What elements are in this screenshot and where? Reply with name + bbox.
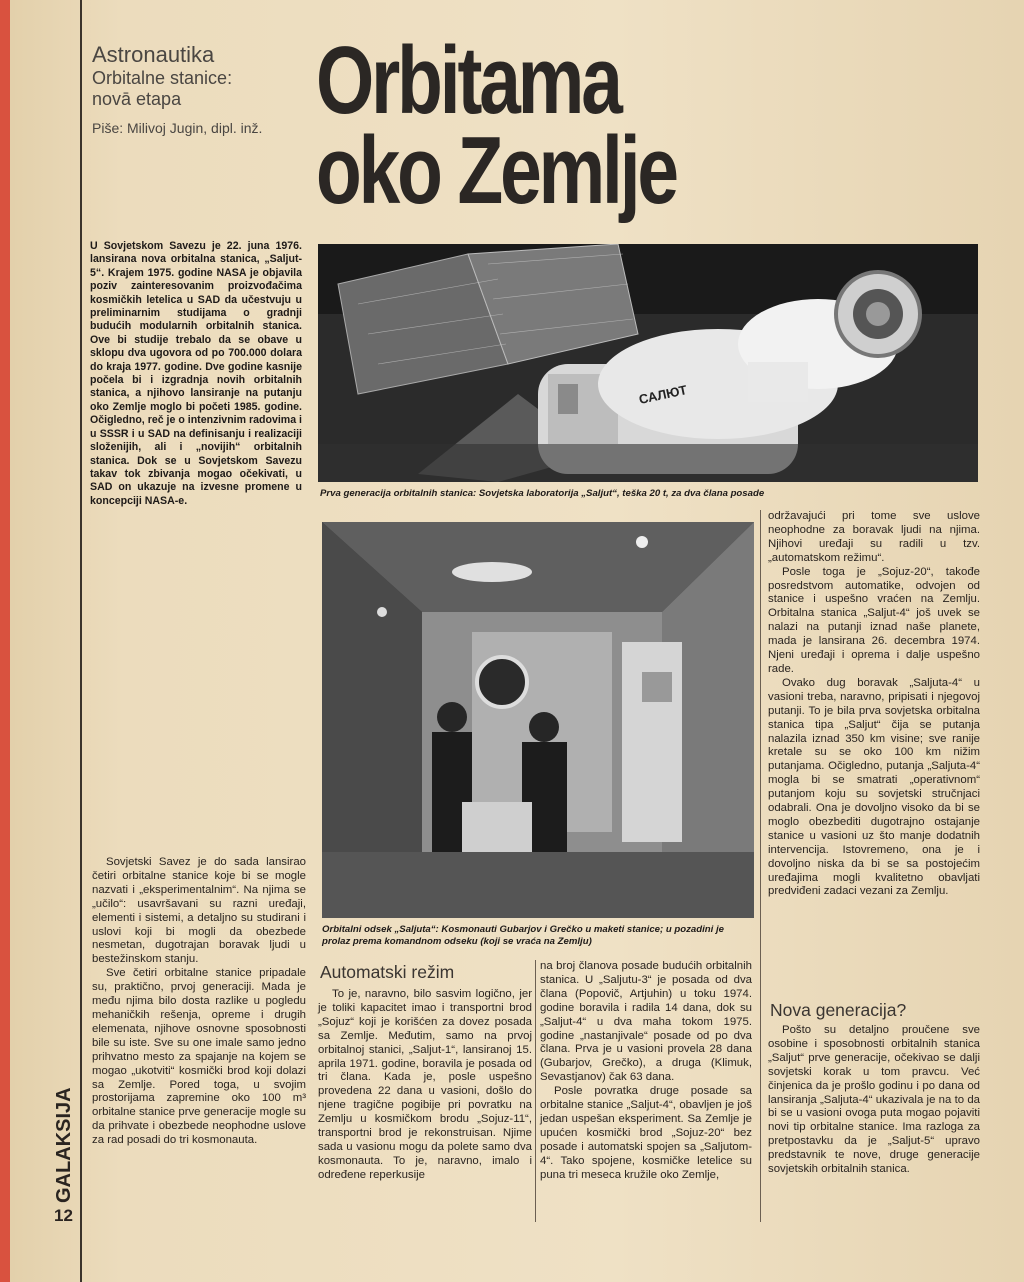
article-title bbox=[316, 27, 846, 224]
title-line-2: oko Zemlje bbox=[316, 117, 676, 224]
col4-paragraph: Posle toga je „Sojuz-20“, takođe posredstvom automatike, odvojen od stanice i uspešno vraćen na Zemlju. Orbitalna stanica „Saljut-4“ još uvek se nalazi na putanji iznad naše planete, mada je lansirana 26. decembra 1974. Njeni uređaji i oprema i dalje uspešno rade. bbox=[768, 565, 980, 675]
photo2-caption: Orbitalni odsek „Saljuta“: Kosmonauti Gubarjov i Grečko u maketi stanice; u pozadini je prolaz prema komandnom odseku (koji se vraća na Zemlju) bbox=[322, 924, 724, 947]
body-column-4 bbox=[768, 510, 980, 899]
column-divider bbox=[535, 960, 536, 1222]
salyut-interior-photo bbox=[322, 522, 754, 918]
col1-paragraph: Sovjetski Savez je do sada lansirao četiri orbitalne stanice koje bi se mogle nazvati i „eksperimentalnim“. Na njima se „učilo“: usavršavani su razni uređaji, elementi i sistemi, a detaljno su studirani i uslovi koji bi mogli da obezbede nesmetan, dugotrajan boravak ljudi u bestežinskom stanju. bbox=[92, 856, 306, 966]
left-margin-rule bbox=[80, 0, 82, 1282]
photo1-caption: Prva generacija orbitalnih stanica: Sovjetska laboratorija „Saljut“, teška 20 t, za dva člana posade bbox=[320, 488, 765, 499]
salyut-hull-lettering: САЛЮТ bbox=[637, 382, 689, 407]
col1-paragraph: Sve četiri orbitalne stanice pripadale su, praktično, prvoj generaciji. Mada je među njima bilo dosta razlike u pogledu mehaničkih rešenja, opreme i drugih elemenata, njihove osnovne sposobnosti bile su iste. Sve su one imale samo jedno prihvatno mesto za spajanje na kojem se mogao „ukotviti“ kosmički brod koji dolazi sa Zemlje. Pored toga, u svojim prostorijama zapremine oko 100 m³ orbitalne stanice prve generacije mogle su da prihvate i obezbede neophodne uslove za rad posadi do tri kosmonauta. bbox=[92, 967, 306, 1147]
column-divider bbox=[760, 510, 761, 1222]
subtitle-line-2: novā etapa bbox=[92, 89, 182, 109]
body-column-2 bbox=[318, 988, 532, 1183]
subtitle-line-1: Orbitalne stanice: bbox=[92, 68, 233, 88]
col4-paragraph: Ovako dug boravak „Saljuta-4“ u vasioni treba, naravno, pripisati i njegovoj putanji. To je bila prva sovjetska orbitalna stanica tipa „Saljut“ čija se putanja nalazila iznad 350 km visine; sve ranije kretale su se oko 100 km nižim putanjama. Očigledno, putanja „Saljuta-4“ mogla bi se smatrati „operativnom“ putanjom koju su sovjetski stručnjaci odabrali. Ona je dovoljno visoko da bi se moglo obezbediti dugotrajno ostajanje stanice u vasioni uz što manje dodatnih intervencija. Istovremeno, ona je i dovoljno niska da bi se sa postojećim uređajima mogli kvalitetno obavljati predviđeni zadaci vezani za Zemlju. bbox=[768, 676, 980, 898]
body-column-3 bbox=[540, 960, 752, 1183]
author-line: Piše: Milivoj Jugin, dipl. inž. bbox=[92, 120, 263, 136]
intro-paragraph: U Sovjetskom Savezu je 22. juna 1976. lansirana nova orbitalna stanica, „Saljut-5“. Krajem 1975. godine NASA je objavila poziv zainteresovanim proizvođačima kosmičkih letelica u SAD da učestvuju u preliminarnim studijama o gradnji budućih modularnih orbitalnih stanica. Ove bi studije trebalo da se obave u sklopu dva ugovora od po 700.000 dolara do kraja 1977. godine. Dve godine kasnije počela bi i izgradnja novih orbitalnih stanica, a njihovo lansiranje na putanju oko Zemlje moglo bi početi 1985. godine. Očigledno, reč je o intenzivnim radovima i u SSSR i u SAD na definisanju i realizaciji složenijih, ali i „novijih“ orbitalnih stanica. Dok se u Sovjetskom Savezu takav tok zbivanja mogao očekivati, u SAD on ukazuje na izvesne promene u koncepciji NASA-e. bbox=[90, 240, 302, 507]
col5-paragraph: Pošto su detaljno proučene sve osobine i sposobnosti orbitalnih stanica „Saljut“ prve generacije, očekivao se dalji sovjetski korak u tom pravcu. Već činjenica da je prošlo godinu i po dana od lansiranja „Saljuta-4“ ukazivala je na to da bi se u vasioni ovoga puta mogao pojaviti novi tip orbitalne stanice. Ima razloga za pretpostavku da je „Saljut-5“ upravo predstavnik te nove, druge generacije sovjetskih orbitalnih stanica. bbox=[768, 1024, 980, 1176]
body-column-5 bbox=[768, 1024, 980, 1177]
page-number: 12 bbox=[54, 1206, 73, 1225]
subhead-nova-generacija: Nova generacija? bbox=[770, 1000, 907, 1020]
section-label: Astronautika bbox=[92, 42, 215, 67]
article-header bbox=[92, 42, 322, 136]
col3-paragraph: Posle povratka druge posade sa orbitalne stanice „Saljut-4“, obavljen je još jedan uspešan eksperiment. Sa Zemlje je upućen kosmički brod „Sojuz-20“ bez posade i automatski spojen sa „Saljutom-4“. Tako spojene, kosmičke letelice su puna tri meseca kružile oko Zemlje, bbox=[540, 1085, 752, 1181]
subhead-automatski-rezim: Automatski režim bbox=[320, 962, 455, 982]
left-red-edge bbox=[0, 0, 10, 1282]
body-column-1 bbox=[92, 856, 306, 1148]
magazine-name: GALAKSIJA bbox=[53, 1087, 74, 1203]
col4-paragraph: održavajući pri tome sve uslove neophodne za boravak ljudi na njima. Njihovi uređaji su radili u tzv. „automatskom režimu“. bbox=[768, 510, 980, 564]
salyut-exterior-photo bbox=[318, 244, 978, 482]
col2-paragraph: To je, naravno, bilo sasvim logično, jer je toliki kapacitet imao i transportni brod „Sojuz“ koji je korišćen za dovez posada sa Zemlje. Međutim, samo na prvoj orbitalnoj stanici, „Saljut-1“, lansiranoj 15. aprila 1971. godine, boravila je posada od tri člana. Kada je, posle uspešno provedena 22 dana u vasioni, došlo do njene tragične pogibije pri povratku na Zemlju u kosmičkom brodu „Sojuz-11“, transportni brod je rekonstruisan. Njime sada u vasionu mogu da polete samo dva kosmonauta. To je, naravno, imalo i određene reperkusije bbox=[318, 988, 532, 1181]
col3-paragraph: na broj članova posade budućih orbitalnih stanica. U „Saljutu-3“ je posada od dva člana (Popovič, Artjuhin) u toku 1974. godine boravila i radila 14 dana, dok su „Saljut-4“ u dva maha tokom 1975. godine „nastanjivale“ posade od po dva člana. Prva je u vasioni provela 28 dana (Gubarjov, Grečko), a druga (Klimuk, Sevastjanov) čak 63 dana. bbox=[540, 960, 752, 1084]
title-line-1: Orbitama bbox=[316, 27, 620, 134]
magazine-logo-vertical bbox=[52, 1075, 74, 1205]
